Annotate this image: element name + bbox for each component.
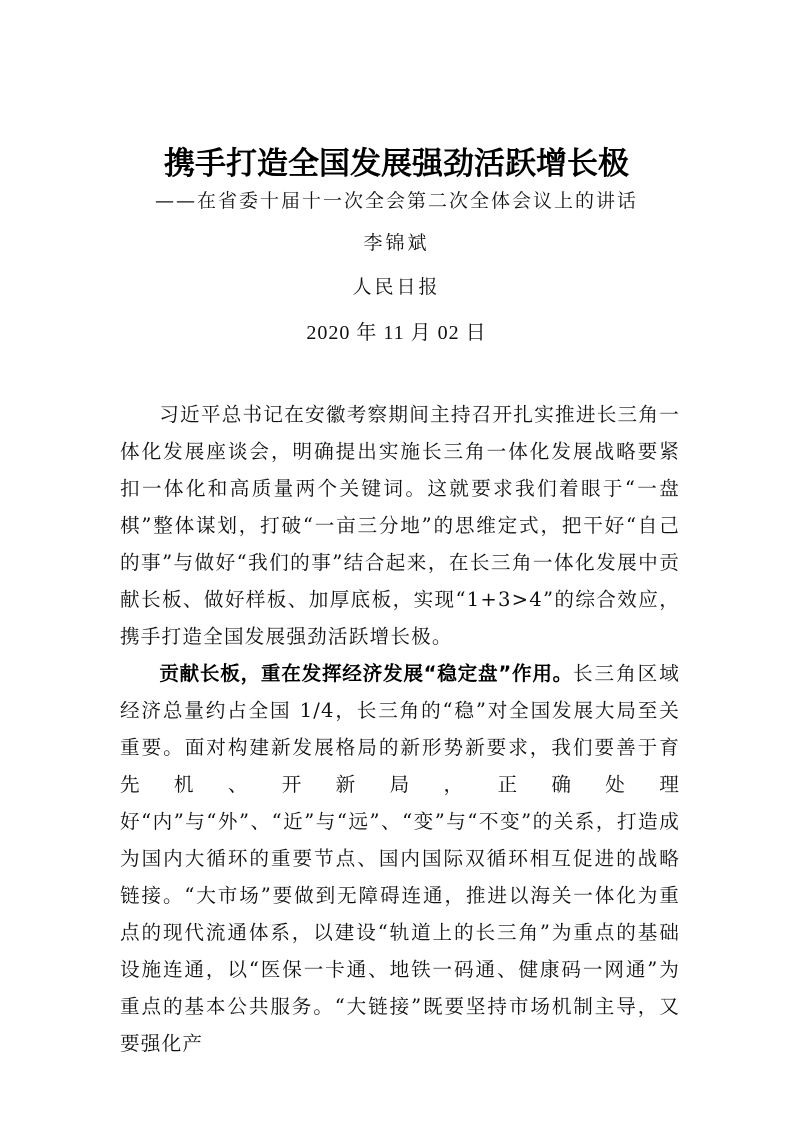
paragraph-intro	[120, 396, 680, 655]
article-date: 2020 年 11 月 02 日	[306, 322, 487, 344]
article-source: 人民日报	[352, 276, 441, 298]
paragraph-lead-heading: 贡献长板，重在发挥经济发展“稳定盘”作用。	[159, 662, 574, 685]
paragraph-text: 习近平总书记在安徽考察期间主持召开扎实推进长三角一体化发展座谈会，明确提出实施长三角一体化发展战略要紧扣一体化和高质量两个关键词。这就要求我们着眼于“一盘棋”整体谋划，打破“一亩三分地”的思维定式，把干好“自己的事”与做好“我们的事”结合起来，在长三角一体化发展中贡献长板、做好样板、加厚底板，实现“1+3>4”的综合效应，携手打造全国发展强劲活跃增长极。	[120, 403, 680, 648]
paragraph-long-board	[120, 655, 680, 1062]
article-title: 携手打造全国发展强劲活跃增长极	[164, 146, 629, 182]
article-author: 李锦斌	[363, 232, 430, 254]
article-subtitle: ——在省委十届十一次全会第二次全体会议上的讲话	[154, 190, 638, 212]
article-body	[120, 396, 680, 1062]
paragraph-text: 长三角区域经济总量约占全国 1/4，长三角的“稳”对全国发展大局至关重要。面对构建新发展格局的新形势新要求，我们要善于育先机、开新局，正确处理好“内”与“外”、“近”与“远”、“变”与“不变”的关系，打造成为国内大循环的重要节点、国内国际双循环相互促进的战略链接。“大市场”要做到无障碍连通，推进以海关一体化为重点的现代流通体系，以建设“轨道上的长三角”为重点的基础设施连通，以“医保一卡通、地铁一码通、健康码一网通”为重点的基本公共服务。“大链接”既要坚持市场机制主导，又要强化产	[120, 662, 680, 1055]
